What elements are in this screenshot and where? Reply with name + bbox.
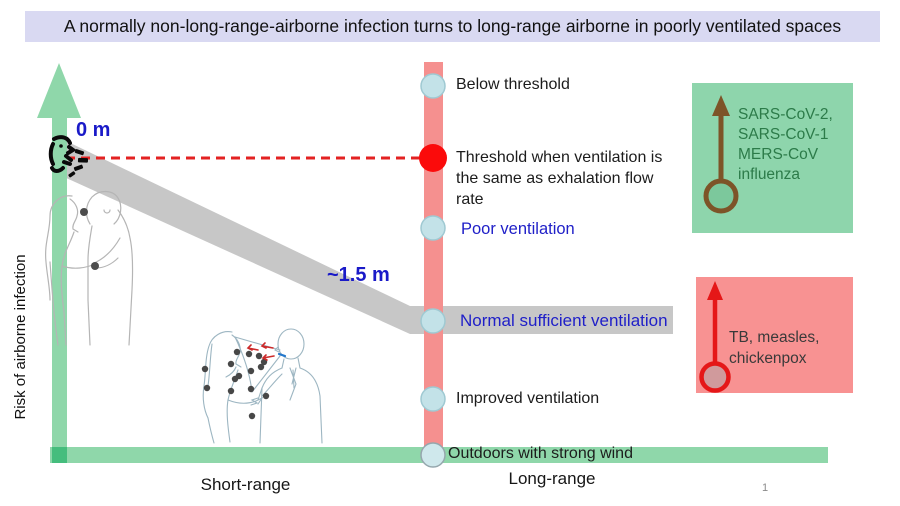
- exhaled-particles: [202, 349, 269, 419]
- one-point-five-meter-label: ~1.5 m: [327, 264, 390, 286]
- page-number: 1: [762, 482, 769, 494]
- conversation-exhalation-illustration: [202, 329, 322, 443]
- short-range-axis-label: Short-range: [200, 475, 291, 494]
- improved-ventilation-marker: [421, 387, 445, 411]
- y-axis-label: Risk of airborne infection: [12, 254, 29, 420]
- risk-axis-arrow: [37, 63, 81, 463]
- scale-label-below-threshold: Below threshold: [456, 76, 570, 93]
- scale-label-normal-ventilation: Normal sufficient ventilation: [460, 311, 668, 330]
- poor-ventilation-marker: [421, 216, 445, 240]
- title-banner: A normally non-long-range-airborne infection turns to long-range airborne in poorly ventilated spaces: [25, 11, 880, 42]
- axis-corner-overlap: [52, 447, 67, 463]
- threshold-marker: [419, 144, 447, 172]
- scale-label-threshold: Threshold when ventilation is the same as exhalation flow rate: [456, 149, 663, 208]
- below-threshold-marker: [421, 74, 445, 98]
- legend-line: influenza: [738, 166, 801, 183]
- scale-label-poor-ventilation: Poor ventilation: [461, 220, 575, 238]
- legend-line: SARS-CoV-2,: [738, 106, 833, 123]
- airborne-when-poor-ventilation-legend: [692, 83, 853, 233]
- scale-label-outdoors: Outdoors with strong wind: [448, 445, 633, 462]
- scale-label-improved-ventilation: Improved ventilation: [456, 390, 600, 407]
- long-range-axis-label: Long-range: [508, 469, 596, 488]
- red-legend-virus-list: [729, 327, 819, 369]
- always-airborne-legend: [696, 277, 853, 393]
- legend-line: chickenpox: [729, 350, 807, 367]
- legend-line: TB, measles,: [729, 329, 820, 346]
- normal-ventilation-marker: [421, 309, 445, 333]
- zero-meter-label: 0 m: [76, 119, 111, 141]
- outdoors-marker: [421, 443, 445, 467]
- green-legend-virus-list: [738, 105, 833, 185]
- legend-line: MERS-CoV: [738, 146, 819, 163]
- legend-line: SARS-CoV-1: [738, 126, 829, 143]
